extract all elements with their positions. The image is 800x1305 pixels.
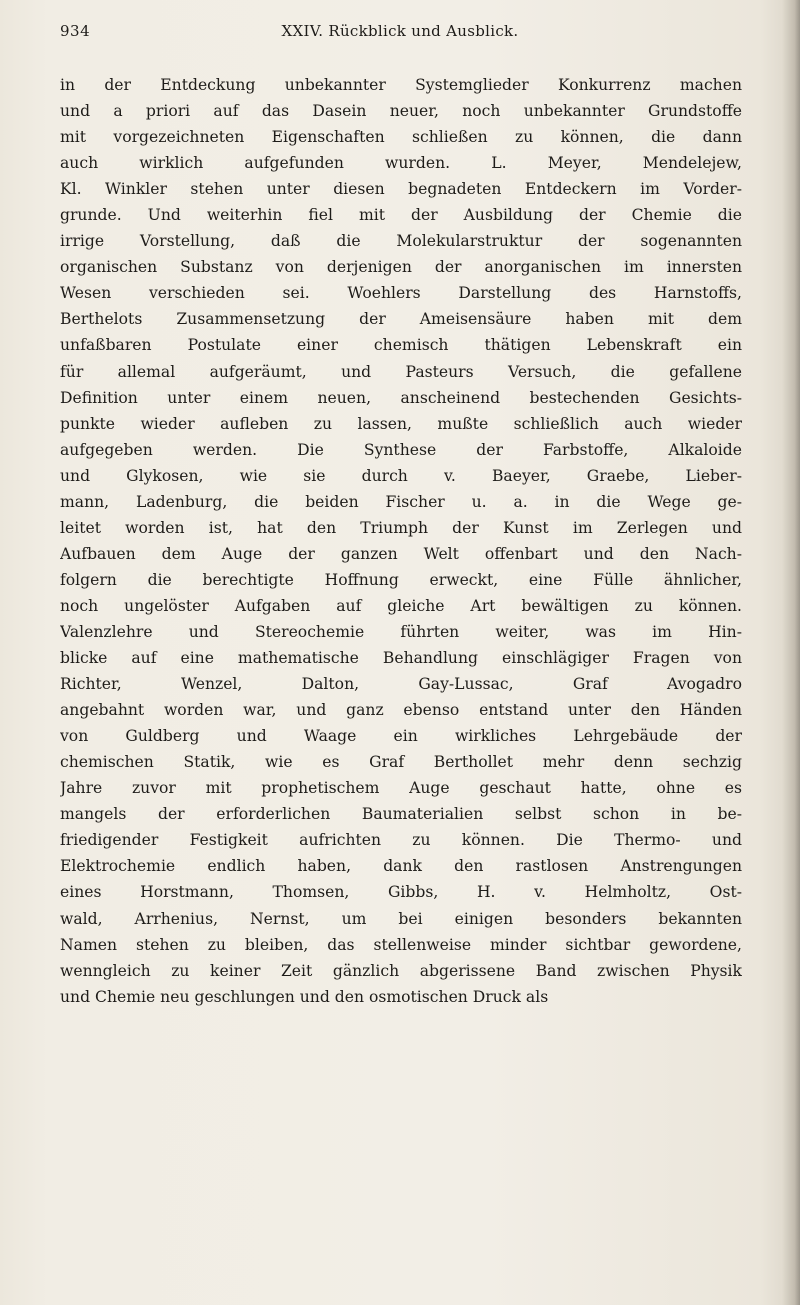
body-text: [60, 72, 742, 1010]
text-line: Jahre zuvor mit prophetischem Auge geschaut hatte, ohne es: [60, 779, 742, 798]
text-line: unfaßbaren Postulate einer chemisch thätigen Lebenskraft ein: [60, 336, 742, 355]
text-line: Elektrochemie endlich haben, dank den rastlosen Anstrengungen: [60, 857, 742, 876]
text-line: eines Horstmann, Thomsen, Gibbs, H. v. Helmholtz, Ost-: [60, 883, 742, 902]
text-line: Kl. Winkler stehen unter diesen begnadeten Entdeckern im Vorder-: [60, 180, 742, 199]
text-line: wenngleich zu keiner Zeit gänzlich abgerissene Band zwischen Physik: [60, 961, 742, 980]
text-line: friedigender Festigkeit aufrichten zu können. Die Thermo- und: [60, 831, 742, 850]
text-line: mit vorgezeichneten Eigenschaften schließen zu können, die dann: [60, 128, 742, 147]
text-line: grunde. Und weiterhin fiel mit der Ausbildung der Chemie die: [60, 206, 742, 225]
text-line: organischen Substanz von derjenigen der anorganischen im innersten: [60, 258, 742, 277]
text-line: und Chemie neu geschlungen und den osmotischen Druck als: [60, 987, 549, 1006]
text-line: Valenzlehre und Stereochemie führten weiter, was im Hin-: [60, 622, 742, 641]
page-edge-shadow: [782, 0, 800, 1305]
text-line: aufgegeben werden. Die Synthese der Farbstoffe, Alkaloide: [60, 440, 742, 459]
text-line: und Glykosen, wie sie durch v. Baeyer, Graebe, Lieber-: [60, 466, 742, 485]
text-line: angebahnt worden war, und ganz ebenso entstand unter den Händen: [60, 701, 742, 720]
text-line: Aufbauen dem Auge der ganzen Welt offenbart und den Nach-: [60, 544, 742, 563]
text-line: Richter, Wenzel, Dalton, Gay-Lussac, Graf Avogadro: [60, 675, 742, 694]
text-line: folgern die berechtigte Hoffnung erweckt, eine Fülle ähnlicher,: [60, 570, 742, 589]
page-header: [60, 18, 740, 44]
page-number: 934: [60, 22, 91, 40]
text-line: Berthelots Zusammensetzung der Ameisensäure haben mit dem: [60, 310, 742, 329]
text-line: mangels der erforderlichen Baumaterialien selbst schon in be-: [60, 805, 742, 824]
text-line: Definition unter einem neuen, anscheinend bestechenden Gesichts-: [60, 388, 742, 407]
text-line: von Guldberg und Waage ein wirkliches Lehrgebäude der: [60, 727, 742, 746]
text-line: chemischen Statik, wie es Graf Berthollet mehr denn sechzig: [60, 753, 742, 772]
text-line: Namen stehen zu bleiben, das stellenweise minder sichtbar gewordene,: [60, 935, 742, 954]
text-line: punkte wieder aufleben zu lassen, mußte schließlich auch wieder: [60, 414, 742, 433]
running-title: XXIV. Rückblick und Ausblick.: [281, 22, 519, 40]
text-line: für allemal aufgeräumt, und Pasteurs Versuch, die gefallene: [60, 362, 742, 381]
text-line: auch wirklich aufgefunden wurden. L. Meyer, Mendelejew,: [60, 154, 742, 173]
text-line: leitet worden ist, hat den Triumph der Kunst im Zerlegen und: [60, 518, 742, 537]
text-line: irrige Vorstellung, daß die Molekularstruktur der sogenannten: [60, 232, 742, 251]
text-line: Wesen verschieden sei. Woehlers Darstellung des Harnstoffs,: [60, 284, 742, 303]
text-line: blicke auf eine mathematische Behandlung einschlägiger Fragen von: [60, 649, 742, 668]
text-line: und a priori auf das Dasein neuer, noch unbekannter Grundstoffe: [60, 102, 742, 121]
text-line: mann, Ladenburg, die beiden Fischer u. a. in die Wege ge-: [60, 492, 742, 511]
text-line: wald, Arrhenius, Nernst, um bei einigen besonders bekannten: [60, 909, 742, 928]
text-line: in der Entdeckung unbekannter Systemglieder Konkurrenz machen: [60, 76, 742, 94]
text-line: noch ungelöster Aufgaben auf gleiche Art bewältigen zu können.: [60, 596, 742, 615]
